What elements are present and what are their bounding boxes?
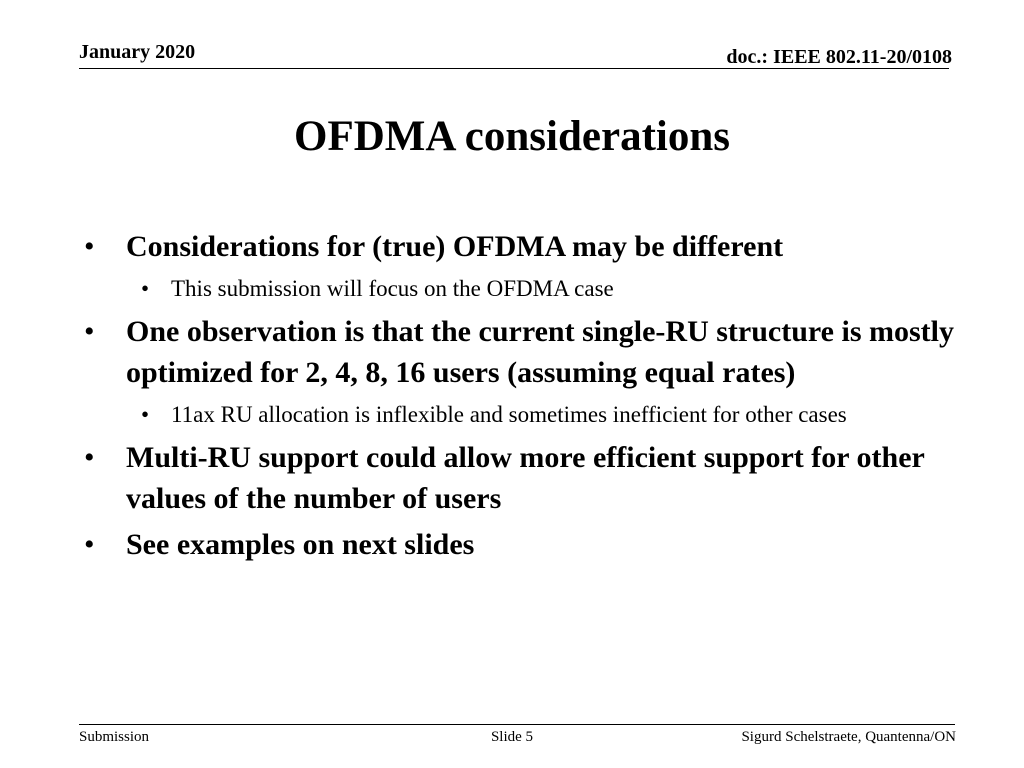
sub-bullet-2-1 (80, 398, 960, 432)
bullet-dot-icon: • (84, 230, 95, 263)
bullet-dot-icon: • (84, 441, 95, 474)
bullet-1 (80, 226, 960, 267)
footer-author: Sigurd Schelstraete, Quantenna/ON (741, 729, 956, 745)
slide-title: OFDMA considerations (294, 113, 730, 160)
bullet-4 (80, 524, 960, 565)
bullet-4-text: See examples on next slides (126, 528, 475, 561)
header-date: January 2020 (79, 41, 196, 63)
footer-submission: Submission (79, 729, 150, 745)
bullet-dot-icon: • (84, 528, 95, 561)
bullet-2 (80, 311, 960, 393)
bullet-dot-icon: • (141, 402, 150, 427)
sub-bullet-1-1 (80, 272, 960, 306)
header-doc-id: doc.: IEEE 802.11-20/0108 (726, 46, 952, 68)
footer-divider (79, 724, 955, 725)
bullet-1-text: Considerations for (true) OFDMA may be different (126, 230, 784, 263)
bullet-2-text: One observation is that the current single-RU structure is mostly optimized for 2, 4, 8, 16 users (assuming equal rates) (126, 315, 954, 389)
footer-slide-number: Slide 5 (490, 729, 534, 745)
bullet-3-text: Multi-RU support could allow more efficient support for other values of the number of users (126, 441, 925, 515)
bullet-dot-icon: • (84, 315, 95, 348)
sub-bullet-2-1-text: 11ax RU allocation is inflexible and sometimes inefficient for other cases (171, 402, 847, 427)
sub-bullet-1-1-text: This submission will focus on the OFDMA case (171, 276, 614, 301)
header-divider (79, 68, 949, 69)
bullet-dot-icon: • (141, 276, 150, 301)
bullet-3 (80, 437, 960, 519)
slide-body (80, 226, 960, 570)
